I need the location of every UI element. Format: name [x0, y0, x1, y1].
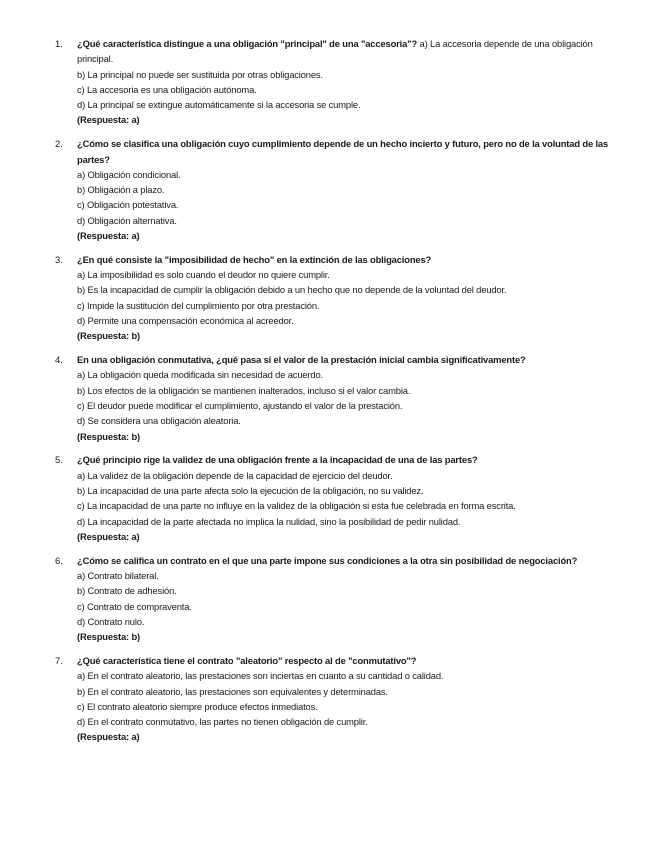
option-a: a) La imposibilidad es solo cuando el deudor no quiere cumplir. [77, 269, 330, 281]
question-text: ¿En qué consiste la "imposibilidad de hecho" en la extinción de las obligaciones? [77, 253, 432, 265]
option-c: c) Obligación potestativa. [77, 199, 179, 211]
question-text: ¿Qué principio rige la validez de una obligación frente a la incapacidad de una de las partes? [77, 454, 478, 466]
option-c: c) El contrato aleatorio siempre produce efectos inmediatos. [77, 700, 318, 712]
question-text: ¿Cómo se califica un contrato en el que una parte impone sus condiciones a la otra sin posibilidad de negociación? [77, 554, 578, 566]
question-1 [0, 36, 655, 128]
answer: (Respuesta: b) [77, 330, 141, 342]
question-4 [0, 352, 655, 444]
option-c: c) La accesoria es una obligación autónoma. [77, 83, 257, 95]
answer: (Respuesta: a) [77, 530, 140, 542]
option-d: d) La incapacidad de la parte afectada no implica la nulidad, sino la posibilidad de pedir nulidad. [77, 515, 461, 527]
question-7 [0, 653, 655, 745]
option-a: a) La validez de la obligación depende de la capacidad de ejercicio del deudor. [77, 469, 393, 481]
answer: (Respuesta: a) [77, 731, 140, 743]
answer: (Respuesta: b) [77, 430, 141, 442]
option-c: c) Impide la sustitución del cumplimiento por otra prestación. [77, 299, 320, 311]
question-number: 3. [55, 253, 63, 265]
question-number: 7. [55, 654, 63, 666]
option-d: d) Se considera una obligación aleatoria. [77, 415, 241, 427]
question-text: ¿Qué característica tiene el contrato "aleatorio" respecto al de "conmutativo"? [77, 654, 417, 666]
option-b: b) Obligación a plazo. [77, 184, 165, 196]
option-d: d) La principal se extingue automáticamente si la accesoria se cumple. [77, 99, 361, 111]
option-d: d) En el contrato conmutativo, las partes no tienen obligación de cumplir. [77, 716, 368, 728]
question-number: 2. [55, 138, 63, 150]
option-c: c) Contrato de compraventa. [77, 600, 192, 612]
question-text: ¿Qué característica distingue a una obligación "principal" de una "accesoria"? [77, 38, 418, 49]
option-b: b) Es la incapacidad de cumplir la obligación debido a un hecho que no depende de la voluntad del deudor. [77, 284, 507, 296]
question-text: En una obligación conmutativa, ¿qué pasa si el valor de la prestación inicial cambia significativamente? [77, 354, 526, 366]
option-b: b) Los efectos de la obligación se mantienen inalterados, incluso si el valor cambia. [77, 384, 411, 396]
option-d: d) Permite una compensación económica al acreedor. [77, 315, 294, 327]
option-a: a) La obligación queda modificada sin necesidad de acuerdo. [77, 369, 324, 381]
option-a: a) Obligación condicional. [77, 168, 181, 180]
question-number: 1. [55, 38, 63, 49]
question-list [0, 36, 655, 753]
option-a: a) En el contrato aleatorio, las prestaciones son inciertas en cuanto a su cantidad o calidad. [77, 670, 444, 682]
answer: (Respuesta: a) [77, 114, 140, 126]
question-number: 5. [55, 454, 63, 466]
question-6 [0, 553, 655, 645]
question-2 [0, 136, 655, 243]
option-b: b) En el contrato aleatorio, las prestaciones son equivalentes y determinadas. [77, 685, 388, 697]
question-3 [0, 252, 655, 344]
option-d: d) Obligación alternativa. [77, 214, 177, 226]
option-c: c) El deudor puede modificar el cumplimiento, ajustando el valor de la prestación. [77, 400, 403, 412]
question-number: 4. [55, 354, 63, 366]
option-a: a) Contrato bilateral. [77, 570, 159, 581]
option-b: b) La principal no puede ser sustituida por otras obligaciones. [77, 68, 323, 80]
option-a: a) La accesoria depende de una obligación principal. [77, 38, 593, 65]
question-5 [0, 452, 655, 544]
option-b: b) La incapacidad de una parte afecta solo la ejecución de la obligación, no su validez. [77, 485, 424, 497]
option-c: c) La incapacidad de una parte no influye en la validez de la obligación si esta fue celebrada en forma escrita. [77, 500, 516, 512]
question-number: 6. [55, 554, 63, 566]
answer: (Respuesta: a) [77, 230, 140, 242]
option-b: b) Contrato de adhesión. [77, 585, 177, 597]
question-text: ¿Cómo se clasifica una obligación cuyo cumplimiento depende de un hecho incierto y futuro, pero no de la voluntad de las partes? [77, 138, 609, 165]
option-d: d) Contrato nulo. [77, 615, 145, 627]
answer: (Respuesta: b) [77, 631, 141, 643]
